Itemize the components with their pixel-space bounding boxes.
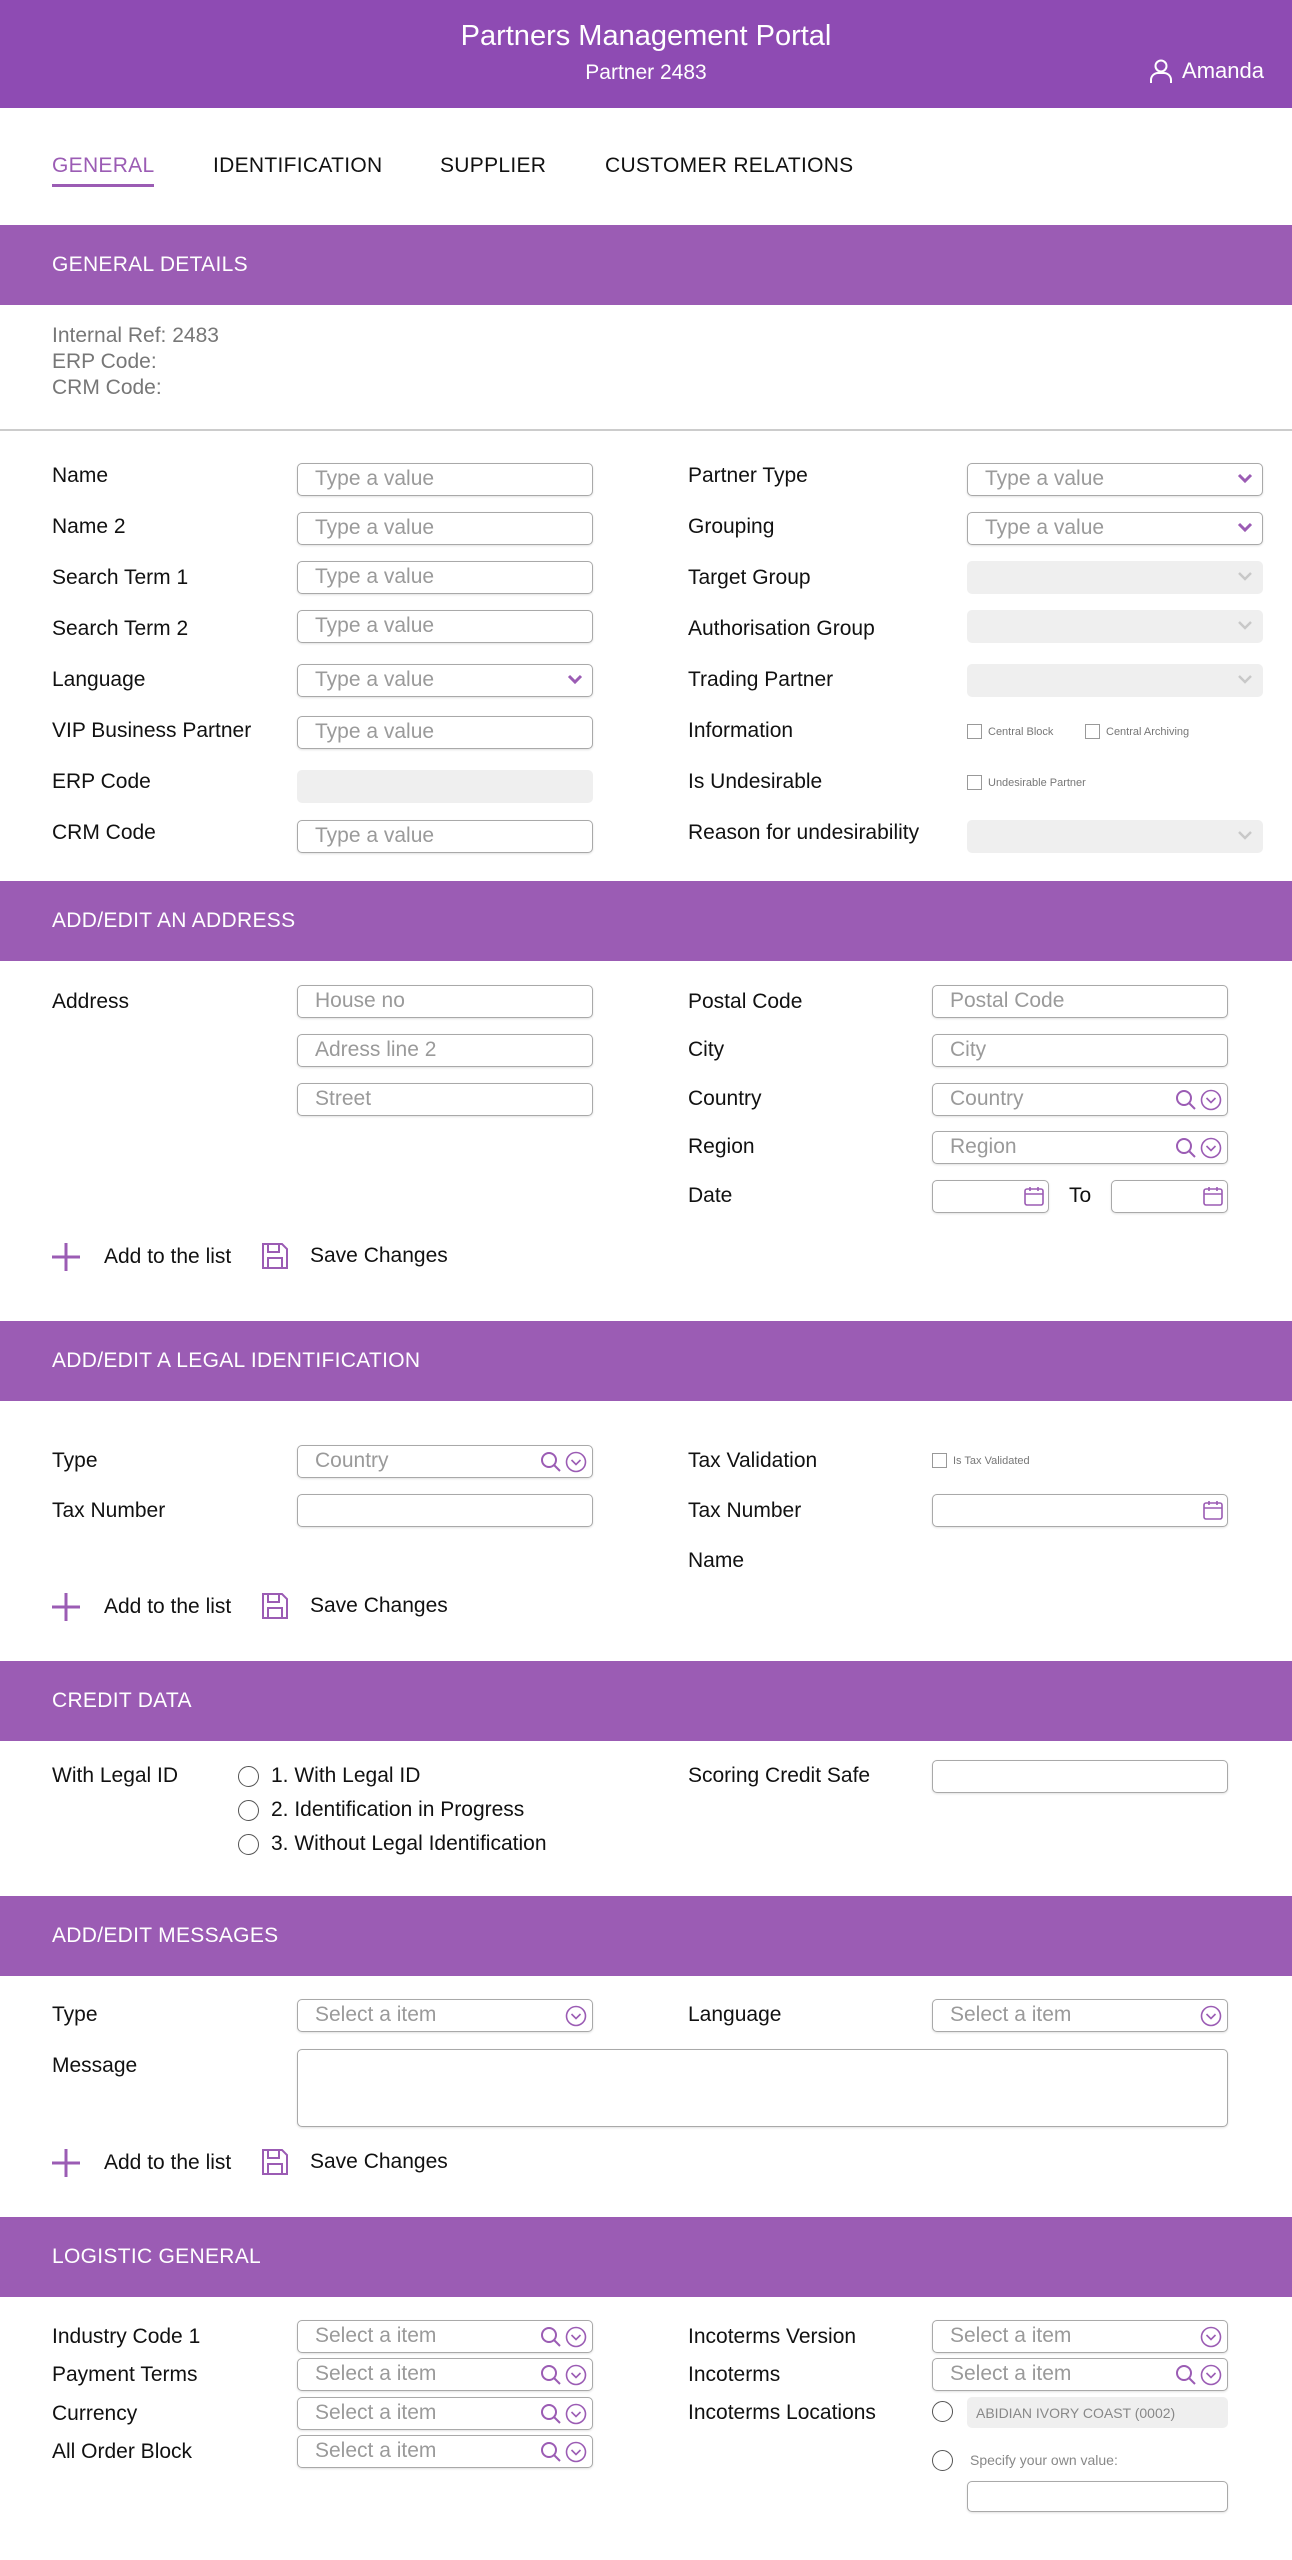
trading-partner-value [967,664,1263,697]
language-select-value: Type a value [297,664,593,697]
incoterms-own-value-input[interactable] [967,2481,1228,2512]
section-credit-data: CREDIT DATA [0,1661,1292,1741]
incoterms-location-radio[interactable] [932,2401,953,2422]
save-icon [260,2147,290,2177]
currency-value: Select a item [297,2397,593,2430]
label-message-language: Language [688,2003,782,2026]
erp-code-input [297,770,593,803]
divider [0,429,1292,431]
label-legal-type: Type [52,1449,98,1472]
chevron-circle-icon[interactable] [1200,1137,1222,1159]
label-tax-number: Tax Number [52,1499,166,1522]
label-to: To [1069,1184,1092,1207]
address-save-changes-button[interactable] [260,1241,448,1271]
add-to-list-label: Add to the list [104,1245,232,1268]
section-address: ADD/EDIT AN ADDRESS [0,881,1292,961]
central-archiving-checkbox[interactable] [1085,724,1189,739]
tax-number-input[interactable] [297,1494,593,1527]
date-to-input[interactable] [1111,1180,1228,1213]
plus-icon [50,1241,82,1273]
radio-identification-in-progress[interactable] [238,1798,524,1822]
grouping-select[interactable] [967,512,1263,545]
search-icon[interactable] [539,2440,563,2464]
label-name2: Name 2 [52,515,126,538]
section-logistic-general: LOGISTIC GENERAL [0,2217,1292,2297]
address-add-to-list-button[interactable] [50,1241,231,1273]
messages-save-changes-button[interactable] [260,2147,448,2177]
message-language-value: Select a item [932,1999,1228,2032]
legal-type-value: Country [297,1445,593,1478]
label-reason-undesirability: Reason for undesirability [688,821,920,844]
chevron-down-icon [1237,672,1253,686]
payment-terms-combobox[interactable] [297,2358,593,2391]
name2-input[interactable]: Type a value [297,512,593,545]
label-crm-code: CRM Code [52,821,156,844]
incoterms-own-value-radio[interactable] [932,2450,953,2471]
search-icon[interactable] [1174,1088,1198,1112]
tax-number-date-field [932,1494,1228,1527]
label-target-group: Target Group [688,566,811,589]
authorisation-group-select[interactable] [967,610,1263,643]
label-incoterms-locations: Incoterms Locations [688,2401,876,2424]
central-block-label: Central Block [988,725,1054,738]
chevron-down-icon [1237,828,1253,842]
add-to-list-label: Add to the list [104,2151,232,2174]
label-vip: VIP Business Partner [52,719,252,742]
save-changes-label: Save Changes [310,2150,448,2173]
order-block-combobox[interactable] [297,2435,593,2468]
label-message: Message [52,2054,138,2077]
plus-icon [50,2147,82,2179]
label-erp-code: ERP Code [52,770,151,793]
label-region: Region [688,1135,755,1158]
label-language: Language [52,668,146,691]
currency-combobox[interactable] [297,2397,593,2430]
checkbox-box[interactable] [967,775,982,790]
user-name: Amanda [1182,58,1264,83]
chevron-circle-icon [1200,2005,1222,2027]
region-combobox[interactable] [932,1131,1228,1164]
message-type-select[interactable] [297,1999,593,2032]
trading-partner-select[interactable] [967,664,1263,697]
crm-code-info: CRM Code: [52,376,162,399]
tax-validated-checkbox[interactable] [932,1453,1030,1468]
crm-code-input[interactable]: Type a value [297,820,593,853]
label-trading-partner: Trading Partner [688,668,834,691]
undesirable-partner-label: Undesirable Partner [988,776,1086,789]
incoterms-tail-icons [1174,2363,1222,2387]
label-address: Address [52,990,130,1013]
search-icon[interactable] [539,2363,563,2387]
calendar-icon[interactable] [1202,1499,1224,1521]
chevron-down-icon [1237,569,1253,583]
checkbox-box[interactable] [932,1453,947,1468]
search-term-1-input[interactable]: Type a value [297,561,593,594]
calendar-icon[interactable] [1202,1185,1224,1207]
chevron-circle-icon [1200,2326,1222,2348]
central-block-checkbox[interactable] [967,724,1053,739]
label-currency: Currency [52,2402,138,2425]
label-date: Date [688,1184,733,1207]
central-archiving-label: Central Archiving [1106,725,1190,738]
reason-undesirability-select[interactable] [967,820,1263,853]
label-city: City [688,1038,725,1061]
label-message-type: Type [52,2003,98,2026]
app-header [0,0,1292,108]
chevron-circle-icon[interactable] [565,2364,587,2386]
tab-customer-relations[interactable]: CUSTOMER RELATIONS [605,154,854,177]
legal-type-combobox[interactable] [297,1445,593,1478]
region-tail-icons [1174,1136,1222,1160]
incoterms-location-value: ABIDIAN IVORY COAST (0002) [967,2397,1228,2428]
radio-with-legal-id[interactable] [238,1764,420,1788]
label-legal-name: Name [688,1549,745,1572]
grouping-value: Type a value [967,512,1263,545]
chevron-down-icon [1237,520,1253,534]
section-general-details: GENERAL DETAILS [0,225,1292,305]
save-icon [260,1591,290,1621]
partner-type-value: Type a value [967,463,1263,496]
calendar-icon[interactable] [1023,1185,1045,1207]
street-input[interactable]: Street [297,1083,593,1116]
reason-undesirability-value [967,820,1263,853]
target-group-select[interactable] [967,561,1263,594]
radio-button[interactable] [238,1834,259,1855]
user-icon [1148,58,1174,84]
label-with-legal-id: With Legal ID [52,1764,179,1787]
checkbox-box[interactable] [967,724,982,739]
incoterms-version-select[interactable] [932,2320,1228,2353]
legal-save-changes-button[interactable] [260,1591,448,1621]
radio-without-legal-identification[interactable] [238,1832,547,1856]
tax-validated-label: Is Tax Validated [953,1454,1030,1467]
chevron-down-icon [1237,618,1253,632]
section-messages: ADD/EDIT MESSAGES [0,1896,1292,1976]
payment-terms-tail-icons [539,2363,587,2387]
search-icon[interactable] [1174,1136,1198,1160]
messages-add-to-list-button[interactable] [50,2147,231,2179]
label-tax-validation: Tax Validation [688,1449,818,1472]
label-partner-type: Partner Type [688,464,808,487]
label-order-block: All Order Block [52,2440,193,2463]
specify-own-value-label: Specify your own value: [970,2452,1118,2468]
language-select[interactable] [297,664,593,697]
address-line2-input[interactable]: Adress line 2 [297,1034,593,1067]
chevron-circle-icon[interactable] [565,1451,587,1473]
label-incoterms-version: Incoterms Version [688,2325,857,2348]
plus-icon [50,1591,82,1623]
internal-ref: Internal Ref: 2483 [52,324,219,347]
label-authorisation-group: Authorisation Group [688,617,875,640]
chevron-down-icon [567,672,583,686]
postal-code-input[interactable]: Postal Code [932,985,1228,1018]
incoterms-version-value: Select a item [932,2320,1228,2353]
search-icon[interactable] [539,1450,563,1474]
city-input[interactable]: City [932,1034,1228,1067]
date-from-input[interactable] [932,1180,1049,1213]
app-title: Partners Management Portal [460,20,832,52]
label-tax-number-right: Tax Number [688,1499,802,1522]
label-scoring-credit-safe: Scoring Credit Safe [688,1764,871,1787]
label-search-term-1: Search Term 1 [52,566,189,589]
label-search-term-2: Search Term 2 [52,617,189,640]
label-grouping: Grouping [688,515,775,538]
undesirable-partner-checkbox[interactable] [967,775,1086,790]
erp-code-info: ERP Code: [52,350,157,373]
legal-add-to-list-button[interactable] [50,1591,231,1623]
legal-type-tail-icons [539,1450,587,1474]
radio-label: 3. Without Legal Identification [271,1832,547,1855]
chevron-circle-icon[interactable] [565,2441,587,2463]
radio-button[interactable] [238,1800,259,1821]
radio-button[interactable] [238,1766,259,1787]
chevron-down-icon [1237,471,1253,485]
label-postal-code: Postal Code [688,990,803,1013]
search-icon[interactable] [539,2325,563,2349]
country-value: Country [932,1083,1228,1116]
scoring-credit-safe-input[interactable] [932,1760,1228,1793]
industry-code-value: Select a item [297,2320,593,2353]
checkbox-box[interactable] [1085,724,1100,739]
label-payment-terms: Payment Terms [52,2363,198,2386]
incoterms-value: Select a item [932,2358,1228,2391]
section-legal-identification: ADD/EDIT A LEGAL IDENTIFICATION [0,1321,1292,1401]
authorisation-group-value [967,610,1263,643]
order-block-value: Select a item [297,2435,593,2468]
incoterms-combobox[interactable] [932,2358,1228,2391]
tab-general[interactable]: GENERAL [52,154,154,187]
currency-tail-icons [539,2402,587,2426]
label-name: Name [52,464,109,487]
radio-label: 1. With Legal ID [271,1764,421,1787]
chevron-circle-icon [565,2005,587,2027]
order-block-tail-icons [539,2440,587,2464]
partner-type-select[interactable] [967,463,1263,496]
search-term-2-input[interactable]: Type a value [297,610,593,643]
message-type-value: Select a item [297,1999,593,2032]
partner-subtitle: Partner 2483 [585,61,707,84]
vip-input[interactable]: Type a value [297,716,593,749]
label-information: Information [688,719,794,742]
chevron-circle-icon[interactable] [565,2403,587,2425]
chevron-circle-icon[interactable] [565,2326,587,2348]
message-textarea[interactable] [297,2049,1228,2127]
add-to-list-label: Add to the list [104,1595,232,1618]
target-group-value [967,561,1263,594]
tax-number-date-input[interactable] [932,1494,1228,1527]
chevron-circle-icon[interactable] [1200,1089,1222,1111]
region-value: Region [932,1131,1228,1164]
house-no-input[interactable]: House no [297,985,593,1018]
country-combobox[interactable] [932,1083,1228,1116]
tab-supplier[interactable]: SUPPLIER [440,154,547,177]
save-icon [260,1241,290,1271]
label-is-undesirable: Is Undesirable [688,770,823,793]
label-country: Country [688,1087,762,1110]
industry-code-combobox[interactable] [297,2320,593,2353]
name-input[interactable]: Type a value [297,463,593,496]
user-menu[interactable] [1148,58,1264,84]
payment-terms-value: Select a item [297,2358,593,2391]
save-changes-label: Save Changes [310,1244,448,1267]
chevron-circle-icon[interactable] [1200,2364,1222,2386]
radio-label: 2. Identification in Progress [271,1798,525,1821]
industry-code-tail-icons [539,2325,587,2349]
search-icon[interactable] [1174,2363,1198,2387]
label-incoterms: Incoterms [688,2363,781,2386]
search-icon[interactable] [539,2402,563,2426]
label-industry-code: Industry Code 1 [52,2325,201,2348]
save-changes-label: Save Changes [310,1594,448,1617]
country-tail-icons [1174,1088,1222,1112]
tab-identification[interactable]: IDENTIFICATION [213,154,383,177]
message-language-select[interactable] [932,1999,1228,2032]
